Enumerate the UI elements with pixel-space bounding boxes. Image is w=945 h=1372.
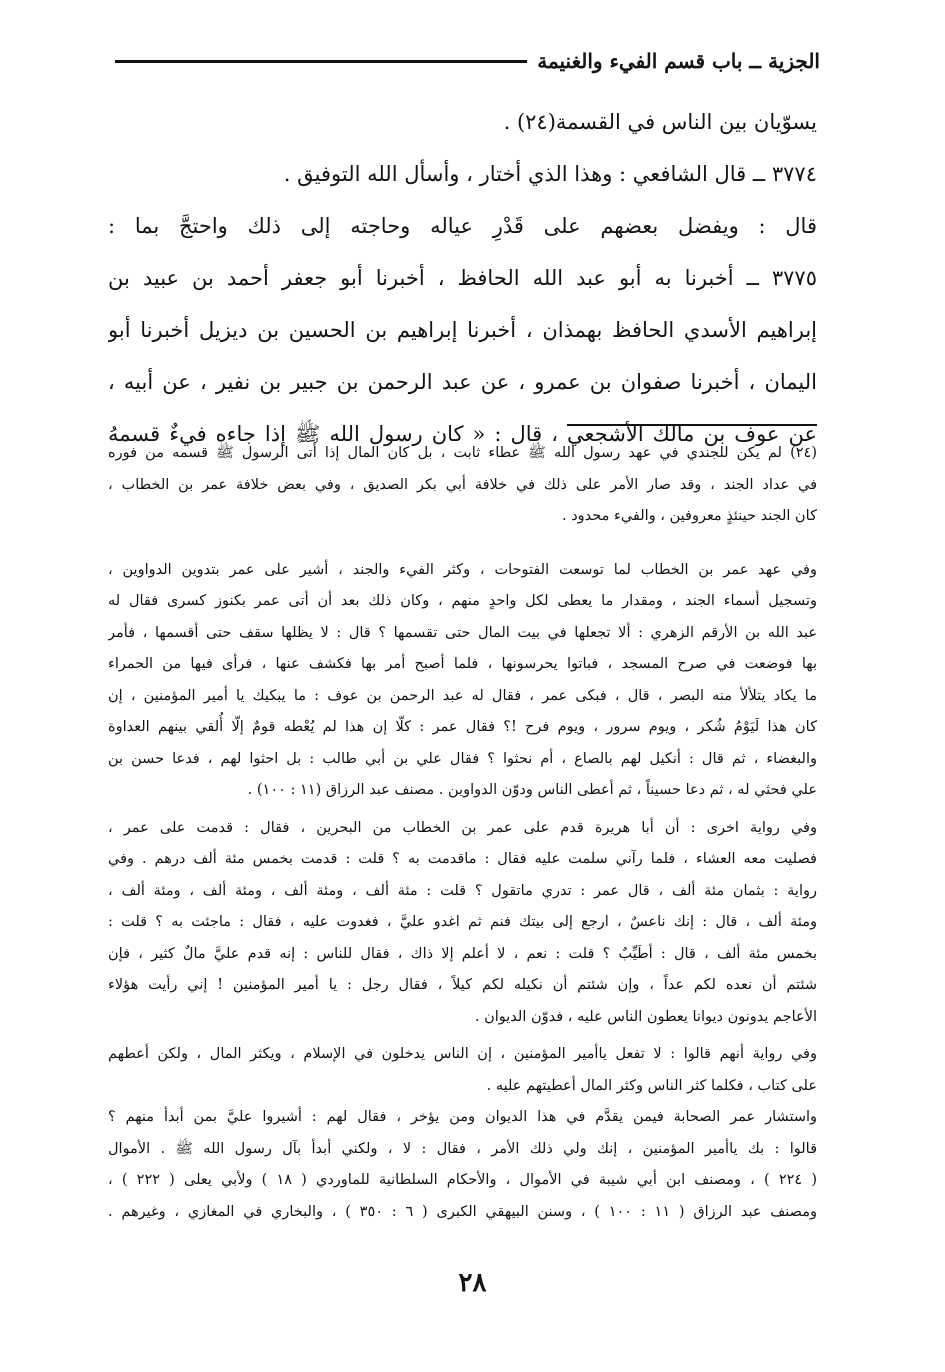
footnote-line: واستشار عمر الصحابة فيمن يقدَّم في هذا الديوان ومن يؤخر ، فقال لهم : أشيروا عليَّ بمن أبدأ منهم ؟ [108,1109,817,1125]
footnote-line: بها فوضعت في صرح المسجد ، فباتوا يحرسونها ، فلما أصبح أمر بها فكشف عنها ، فرأى فيها من الحمراء [108,656,817,672]
footnote-line: عبد الله بن الأرقم الزهري : ألا تجعلها في بيت المال حتى تقسمها ؟ قال : لا يظلها سقف حتى أقسمها ، فأمر [108,624,817,641]
text-line: إبراهيم الأسدي الحافظ بهمذان ، أخبرنا إبراهيم بن الحسين بن ديزيل أخبرنا أبو [108,318,817,342]
footnote-line: وتسجيل أسماء الجند ، ومقدار ما يعطى لكل واحدٍ منهم ، وكان ذلك بعد أن أتى عمر بكنوز كسرى فقال له [108,593,817,609]
text-line: عن عوف بن مالك الأشجعي ، قال : « كان رسول الله ﷺ إذا جاءه فيءٌ قسمهُ [108,422,817,446]
footnote-line: ومئة ألف ، قال : إنك ناعسٌ ، ارجع إلى بيتك فنم ثم اغدو عليَّ ، فغدوت عليه ، فقال : ماجئت به ؟ قلت : [108,914,817,930]
text-line: ٣٧٧٥ ــ أخبرنا به أبو عبد الله الحافظ ، أخبرنا أبو جعفر أحمد بن عبيد بن [108,266,817,290]
footnote-line: وفي رواية أنهم قالوا : لا تفعل ياأمير المؤمنين ، إن الناس يدخلون في الإسلام ، ويكثر المال ، ولكن أعطهم [108,1046,817,1062]
header-title: الجزية ــ باب قسم الفيء والغنيمة [537,49,820,73]
footnote-line: على كتاب ، فكلما كثر الناس وكثر المال أعطيتهم عليه . [486,1077,817,1094]
footnote-line: ومصنف عبد الرزاق ( ١١ : ١٠٠ ) ، وسنن البيهقي الكبرى ( ٦ : ٣٥٠ ) ، والبخاري في المغازي ، وغيرهم . [108,1203,817,1220]
text-line: ٣٧٧٤ ــ قال الشافعي : وهذا الذي أختار ، وأسأل الله التوفيق . [283,162,817,186]
running-header [115,40,820,82]
footnote-line: علي فحثي له ، ثم دعا حسيناً ، ثم أعطى الناس ودوّن الدواوين . مصنف عبد الرزاق (١١ : ١٠٠) . [247,782,817,798]
footnote-line: رواية : بثمان مئة ألف ، قال عمر : تدري ماتقول ؟ قلت : مئة ألف ، ومئة ألف ، ومئة ألف ، ومئة ألف ، [108,882,817,899]
text-line: يسوّيان بين الناس في القسمة(٢٤) . [503,110,817,134]
footnotes [108,438,817,1228]
footnote-line: ما يكاد يتلألأ منه البصر ، قال ، فبكى عمر ، فقال له عبد الرحمن بن عوف : ما يبكيك يا أمير المؤمنين ، إن [108,687,817,704]
footnote-line: وفي عهد عمر بن الخطاب لما توسعت الفتوحات ، وكثر الفيء والجند ، أشير على عمر بتدوين الدواوين ، [108,561,817,578]
paragraph-gap [108,533,817,555]
footnote-line: فصليت معه العشاء ، فلما رآني سلمت عليه فقال : ماقدمت به ؟ قلت : قدمت بخمس مئة ألف درهم . وفي [108,851,817,867]
page-number: ٢٨ [458,1268,487,1298]
footnote-paragraph-2 [108,813,817,1034]
footnote-line: كان الجند حينئذٍ معروفين ، والفيء محدود . [561,508,817,524]
footnote-paragraph-1 [108,555,817,807]
footnote-line: شئتم أن نعده لكم عداً ، وإن شئتم أن نكيله لكم كيلاً ، فقال رجل : يا أمير المؤمنين ! إني رأيت هؤلاء [108,977,817,993]
footnote-line: في عداد الجند ، وقد صار الأمر على ذلك في خلافة أبي بكر الصديق ، وفي بعض خلافة عمر بن الخطاب ، [108,476,817,493]
footnote-line: قالوا : بك ياأمير المؤمنين ، إنك ولي ذلك الأمر ، فقال : لا ، ولكني أبدأ بآل رسول الله ﷺ . الأموال [108,1140,817,1157]
footnote-line: والبغضاء ، ثم قال : أنكيل لهم بالصاع ، أم نحثوا ؟ فقال علي بن أبي طالب : بل احثوا لهم ، فدعا حسن بن [108,750,817,767]
footnote-24 [108,438,817,533]
main-text [108,96,817,460]
footnote-line: وفي رواية اخرى : أن أبا هريرة قدم على عمر بن الخطاب من البحرين ، فقال : قدمت على عمر ، [108,819,817,836]
footnote-line: بخمس مئة ألف ، قال : أطَيِّبٌ ؟ قلت : نعم ، لا أعلم إلا ذاك ، فقال للناس : إنه قدم عليَّ مالٌ كثير ، فإن [108,945,817,962]
footnote-line: ( ٢٢٤ ) ، ومصنف ابن أبي شيبة في الأموال ، والأحكام السلطانية للماوردي ( ١٨ ) ولأبي يعلى ( ٢٢٢ ) ، [108,1172,817,1188]
footnote-paragraph-4 [108,1102,817,1228]
footnote-line: الأعاجم يدونون ديوانا يعطون الناس عليه ، فدوّن الديوان . [474,1008,817,1025]
text-line: قال : ويفضل بعضهم على قَدْرِ عياله وحاجته إلى ذلك واحتجَّ بما : [108,214,817,238]
footnote-line: (٢٤) لم يكن للجندي في عهد رسول الله ﷺ عطاء ثابت ، بل كان المال إذا أتى الرسول ﷺ قسمه من فوره [108,445,817,461]
footnote-paragraph-3 [108,1039,817,1102]
text-line: اليمان ، أخبرنا صفوان بن عمرو ، عن عبد الرحمن بن جبير بن نفير ، عن أبيه ، [108,370,817,394]
footnote-line: كان هذا لَيَوْمُ شُكر ، ويوم سرور ، ويوم فرح !؟ فقال عمر : كلّا إن هذا لم يُعْطه قومٌ إلّا أُلقي بينهم العداوة [108,719,817,735]
header-rule [115,60,527,63]
footnote-separator [567,424,817,426]
